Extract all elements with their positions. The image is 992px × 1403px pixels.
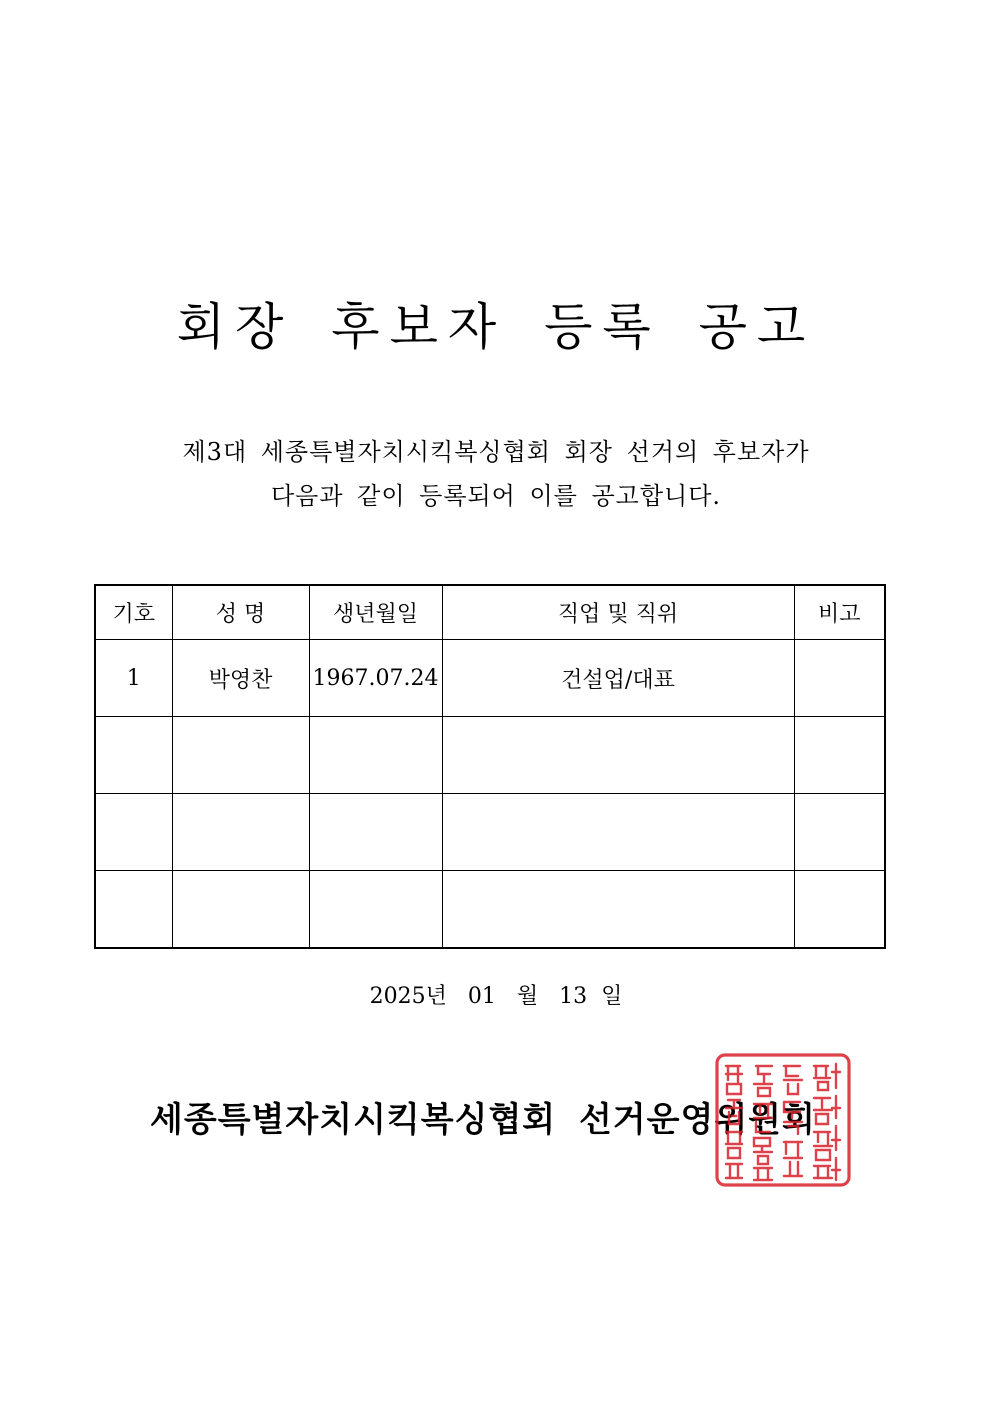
date-day: 13 — [559, 984, 588, 1009]
table-header-row — [95, 585, 885, 640]
cell-remarks — [794, 871, 885, 949]
cell-occupation: 건설업/대표 — [442, 640, 794, 717]
cell-birthdate — [309, 794, 442, 871]
cell-name — [172, 794, 309, 871]
official-seal-stamp — [714, 1052, 852, 1188]
table-row — [95, 640, 885, 717]
header-remarks: 비고 — [794, 585, 885, 640]
header-name: 성 명 — [172, 585, 309, 640]
notice-date — [0, 980, 992, 1014]
cell-number — [95, 717, 172, 794]
cell-number — [95, 794, 172, 871]
candidate-table — [94, 584, 886, 949]
date-year: 2025년 — [369, 984, 447, 1009]
cell-birthdate — [309, 717, 442, 794]
header-occupation: 직업 및 직위 — [442, 585, 794, 640]
cell-name — [172, 871, 309, 949]
header-number: 기호 — [95, 585, 172, 640]
cell-birthdate — [309, 871, 442, 949]
cell-name — [172, 717, 309, 794]
cell-name: 박영찬 — [172, 640, 309, 717]
notice-intro — [0, 430, 992, 518]
cell-birthdate: 1967.07.24 — [309, 640, 442, 717]
header-birthdate: 생년월일 — [309, 585, 442, 640]
cell-remarks — [794, 717, 885, 794]
cell-remarks — [794, 794, 885, 871]
table-row — [95, 717, 885, 794]
date-day-unit: 일 — [601, 984, 623, 1009]
cell-occupation — [442, 871, 794, 949]
organization-signature: 세종특별자치시킥복싱협회 선거운영위원회 — [150, 1100, 816, 1140]
table-row — [95, 871, 885, 949]
notice-title: 회장 후보자 등록 공고 — [176, 298, 816, 356]
cell-occupation — [442, 794, 794, 871]
cell-number — [95, 871, 172, 949]
table-row — [95, 794, 885, 871]
date-month-unit: 월 — [516, 984, 539, 1009]
cell-number: 1 — [95, 640, 172, 717]
cell-remarks — [794, 640, 885, 717]
cell-occupation — [442, 717, 794, 794]
intro-line-1: 제3대 세종특별자치시킥복싱협회 회장 선거의 후보자가 — [182, 438, 810, 466]
intro-line-2: 다음과 같이 등록되어 이를 공고합니다. — [270, 482, 722, 510]
date-month: 01 — [467, 984, 496, 1009]
